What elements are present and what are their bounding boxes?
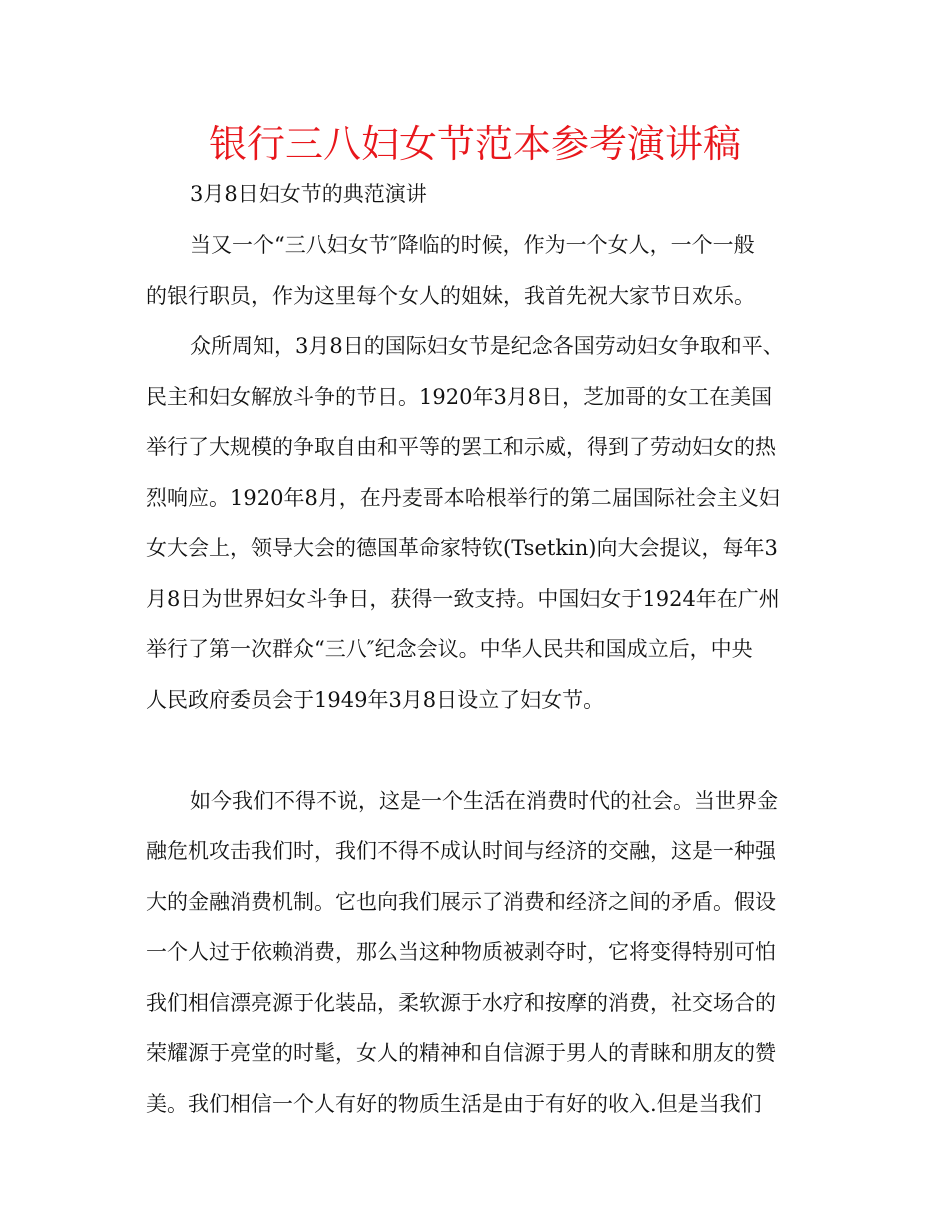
paragraph-line: 大的金融消费机制。它也向我们展示了消费和经济之间的矛盾。假设 <box>146 890 776 914</box>
paragraph-line: 如今我们不得不说，这是一个生活在消费时代的社会。当世界金 <box>190 789 778 813</box>
paragraph-line: 荣耀源于亮堂的时髦，女人的精神和自信源于男人的青睐和朋友的赞 <box>146 1041 776 1065</box>
paragraph-line: 女大会上，领导大会的德国革命家特钦(Tsetkin)向大会提议，每年3 <box>146 536 778 560</box>
paragraph-line: 民主和妇女解放斗争的节日。1920年3月8日，芝加哥的女工在美国 <box>146 385 773 409</box>
document-title: 银行三八妇女节范本参考演讲稿 <box>208 122 741 166</box>
paragraph-line: 举行了大规模的争取自由和平等的罢工和示威，得到了劳动妇女的热 <box>146 435 776 459</box>
paragraph-line: 我们相信漂亮源于化装品，柔软源于水疗和按摩的消费，社交场合的 <box>146 991 776 1015</box>
paragraph-line: 月8日为世界妇女斗争日，获得一致支持。中国妇女于1924年在广州 <box>146 587 780 611</box>
document-subtitle: 3月8日妇女节的典范演讲 <box>190 182 427 206</box>
paragraph-line: 众所周知，3月8日的国际妇女节是纪念各国劳动妇女争取和平、 <box>190 334 784 358</box>
paragraph-line: 人民政府委员会于1949年3月8日设立了妇女节。 <box>146 688 605 712</box>
paragraph-line: 美。我们相信一个人有好的物质生活是由于有好的收入.但是当我们 <box>146 1092 762 1116</box>
paragraph-line: 融危机攻击我们时，我们不得不成认时间与经济的交融，这是一种强 <box>146 839 776 863</box>
paragraph-line: 当又一个“三八妇女节″降临的时候，作为一个女人，一个一般 <box>190 233 755 257</box>
paragraph-line: 烈响应。1920年8月，在丹麦哥本哈根举行的第二届国际社会主义妇 <box>146 486 780 510</box>
paragraph-line: 的银行职员，作为这里每个女人的姐妹，我首先祝大家节日欢乐。 <box>146 284 755 308</box>
paragraph-line: 一个人过于依赖消费，那么当这种物质被剥夺时，它将变得特别可怕 <box>146 940 776 964</box>
paragraph-line: 举行了第一次群众“三八″纪念会议。中华人民共和国成立后，中央 <box>146 637 753 661</box>
